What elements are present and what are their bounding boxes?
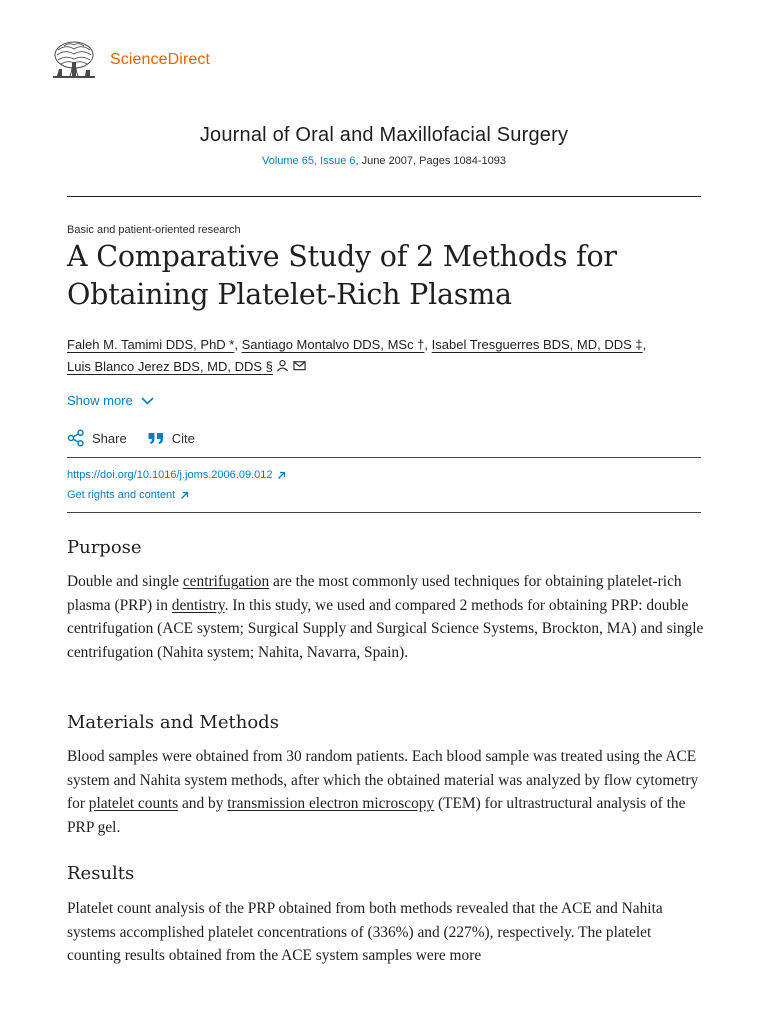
- show-more-button[interactable]: [67, 393, 154, 408]
- purpose-paragraph: [67, 570, 707, 664]
- brand-name[interactable]: ScienceDirect: [110, 51, 211, 68]
- author-icons: [276, 359, 306, 372]
- rights-link[interactable]: [67, 489, 189, 501]
- envelope-icon: [293, 359, 306, 372]
- article-title: A Comparative Study of 2 Methods for Obtaining Platelet-Rich Plasma: [67, 240, 617, 311]
- show-more-label: Show more: [67, 393, 133, 408]
- methods-heading: Materials and Methods: [67, 712, 279, 733]
- text-run: Blood samples were obtained from 30 random patients. Each blood sample was treated using the ACE system and Nahita system methods, after which the obtained material was analyzed by flow cytometry for: [67, 748, 699, 812]
- share-icon: [67, 429, 85, 447]
- text-run: (TEM) for ultrastructural analysis of the PRP gel.: [67, 795, 686, 836]
- chevron-down-icon: [141, 397, 154, 405]
- doi-text: https://doi.org/10.1016/j.joms.2006.09.012: [67, 469, 273, 481]
- article-actions: [67, 429, 195, 447]
- results-heading: Results: [67, 863, 135, 884]
- author-list: [67, 334, 707, 378]
- author-separator: ,: [424, 337, 429, 352]
- external-link-arrow-icon: [180, 491, 189, 500]
- share-button[interactable]: [67, 429, 127, 447]
- text-run: and by: [178, 795, 228, 812]
- journal-issue-line: [0, 155, 768, 167]
- article-category: Basic and patient-oriented research: [67, 224, 241, 236]
- author-link[interactable]: Isabel Tresguerres BDS, MD, DDS ‡: [431, 337, 643, 352]
- tem-link[interactable]: transmission electron microscopy: [227, 795, 435, 812]
- share-label: Share: [92, 430, 127, 446]
- volume-issue-link[interactable]: Volume 65, Issue 6: [261, 155, 356, 167]
- methods-paragraph: [67, 745, 707, 839]
- journal-title[interactable]: Journal of Oral and Maxillofacial Surgery: [199, 124, 569, 146]
- text-run: are the most commonly used techniques for obtaining platelet-rich plasma (PRP) in: [67, 573, 682, 614]
- actions-divider: [67, 457, 701, 458]
- rights-text: Get rights and content: [67, 489, 176, 501]
- author-name: Luis Blanco Jerez BDS, MD, DDS §: [67, 359, 273, 374]
- site-header: [52, 40, 210, 80]
- cite-button[interactable]: [147, 429, 195, 447]
- text-run: . In this study, we used and compared 2 methods for obtaining PRP: double centrifugation (ACE system; Surgical Supply and Surgical Science Systems, Brockton, MA) and single centrifugation (Nahita system; Nahita, Navarra, Spain).: [67, 596, 704, 661]
- elsevier-tree-logo[interactable]: [52, 40, 96, 80]
- cite-label: Cite: [171, 430, 195, 446]
- author-separator: ,: [642, 337, 647, 352]
- purpose-heading: Purpose: [67, 537, 142, 558]
- dentistry-link[interactable]: dentistry: [171, 596, 225, 614]
- doi-link[interactable]: [67, 469, 286, 481]
- platelet-counts-link[interactable]: platelet counts: [88, 795, 179, 812]
- author-link[interactable]: Faleh M. Tamimi DDS, PhD *: [67, 337, 235, 352]
- date-pages: , June 2007, Pages 1084-1093: [355, 155, 507, 167]
- person-icon: [276, 359, 289, 372]
- centrifugation-link[interactable]: centrifugation: [182, 573, 270, 590]
- results-paragraph: Platelet count analysis of the PRP obtained from both methods revealed that the ACE and Nahita systems accomplished platelet concentrations of (336%) and (227%), respectively. The platelet counting results obtained from the ACE system samples were more: [67, 900, 663, 964]
- links-divider: [67, 512, 701, 513]
- text-run: Double and single: [67, 573, 183, 590]
- journal-info: [0, 124, 768, 167]
- quote-icon: [147, 429, 165, 447]
- author-separator: ,: [234, 337, 238, 352]
- header-divider: [67, 196, 701, 197]
- author-link[interactable]: [67, 359, 306, 374]
- external-link-arrow-icon: [277, 471, 286, 480]
- author-link[interactable]: Santiago Montalvo DDS, MSc †: [241, 337, 425, 352]
